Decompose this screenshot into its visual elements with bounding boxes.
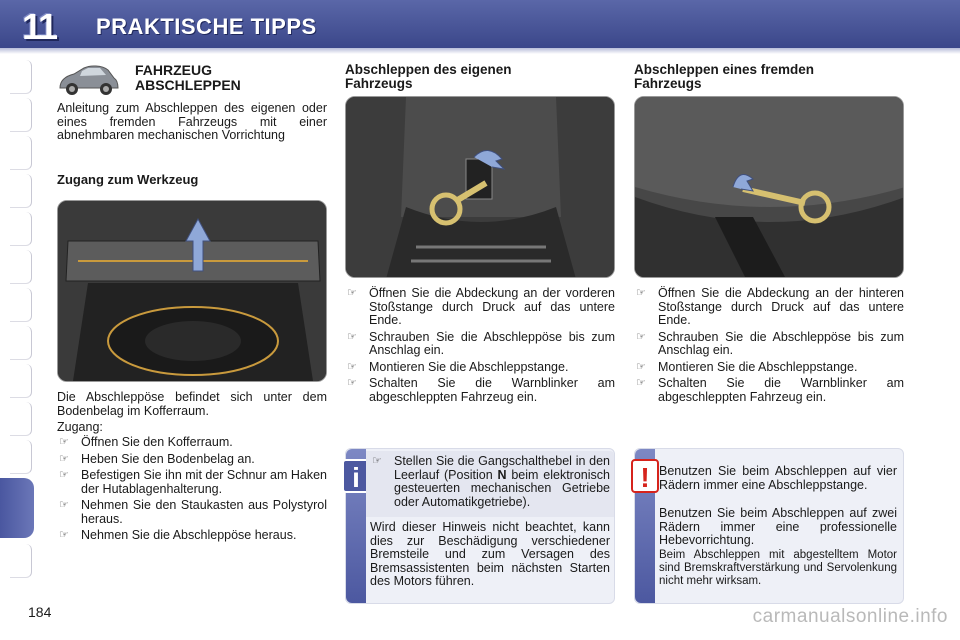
rear-bumper-illustration	[635, 97, 904, 278]
list-item	[370, 455, 610, 509]
warning-para: Benutzen Sie beim Abschleppen auf zwei Rädern immer eine professionelle Hebevorrichtung.	[659, 506, 897, 547]
chapter-tab[interactable]	[10, 440, 32, 474]
rear-bumper-photo	[634, 96, 904, 278]
chapter-title: PRAKTISCHE TIPPS	[96, 14, 317, 39]
list-item: ☞ Montieren Sie die Abschleppstange.	[345, 361, 615, 375]
list-item: ☞ Schalten Sie die Warnblinker am abgeschleppten Fahrzeug ein.	[345, 377, 615, 404]
access-steps	[57, 436, 327, 546]
own-vehicle-heading	[345, 63, 512, 91]
chapter-tab[interactable]	[10, 174, 32, 208]
chapter-tab[interactable]	[10, 60, 32, 94]
own-vehicle-steps	[345, 287, 615, 407]
intro-text: Anleitung zum Abschleppen des eigenen oder eines fremden Fahrzeugs mit einer abnehmbaren mechanischen Vorrichtung	[57, 101, 327, 142]
info-note: Wird dieser Hinweis nicht beachtet, kann dies zur Beschädigung verschiedener Bremsteile und zum Versagen des Bremsassistenten beim nächsten Starten des Motors führen.	[370, 520, 610, 588]
heading-line: Fahrzeugs	[345, 76, 413, 91]
gear-position-label: N	[497, 467, 507, 482]
list-item: ☞ Schrauben Sie die Abschleppöse bis zum Anschlag ein.	[345, 331, 615, 358]
front-bumper-photo	[345, 96, 615, 278]
list-item: ☞ Heben Sie den Bodenbelag an.	[57, 453, 327, 467]
trunk-photo	[57, 200, 327, 382]
heading-line: Fahrzeugs	[634, 76, 702, 91]
list-item: ☞ Schrauben Sie die Abschleppöse bis zum Anschlag ein.	[634, 331, 904, 358]
warning-para: Benutzen Sie beim Abschleppen auf vier Rädern immer eine Abschleppstange.	[659, 464, 897, 492]
chapter-tab[interactable]	[10, 136, 32, 170]
list-item: ☞ Montieren Sie die Abschleppstange.	[634, 361, 904, 375]
chapter-number: 11	[21, 6, 57, 47]
other-vehicle-heading	[634, 63, 814, 91]
chapter-tab[interactable]	[10, 250, 32, 284]
chapter-tab-active[interactable]	[0, 478, 34, 538]
other-vehicle-steps	[634, 287, 904, 407]
list-item: ☞ Nehmen Sie die Abschleppöse heraus.	[57, 529, 327, 543]
info-bullet-text: Stellen Sie die Gangschalthebel in den Leerlauf (Position	[394, 454, 610, 482]
list-item: ☞ Befestigen Sie ihn mit der Schnur am Haken der Hutablagenhalterung.	[57, 469, 327, 496]
heading-line: Abschleppen des eigenen	[345, 62, 512, 77]
info-icon: i	[342, 459, 370, 493]
watermark: carmanualsonline.info	[752, 606, 948, 627]
chapter-tab[interactable]	[10, 364, 32, 398]
front-bumper-illustration	[346, 97, 615, 278]
section-title-line: ABSCHLEPPEN	[135, 77, 241, 93]
section-title	[135, 63, 241, 93]
tool-access-heading: Zugang zum Werkzeug	[57, 172, 199, 187]
section-title-line: FAHRZEUG	[135, 62, 212, 78]
warning-para: Beim Abschleppen mit abgestelltem Motor sind Bremskraftverstärkung und Servolenkung nicht mehr wirksam.	[659, 549, 897, 587]
chapter-tab[interactable]	[10, 402, 32, 436]
access-label: Zugang:	[57, 420, 103, 434]
warning-icon: !	[631, 459, 659, 493]
car-icon	[56, 62, 120, 98]
header-shadow	[0, 48, 960, 54]
list-item: ☞ Öffnen Sie die Abdeckung an der hinteren Stoßstange durch Druck auf das untere Ende.	[634, 287, 904, 328]
info-bullet-text: beim elektronisch gesteuerten mechanischen Getriebe oder Automatikgetriebe).	[394, 467, 610, 509]
location-text: Die Abschleppöse befindet sich unter dem Bodenbelag im Kofferraum.	[57, 390, 327, 418]
chapter-tab[interactable]	[10, 544, 32, 578]
info-box	[345, 448, 615, 604]
list-item: ☞ Schalten Sie die Warnblinker am abgeschleppten Fahrzeug ein.	[634, 377, 904, 404]
chapter-tab[interactable]	[10, 98, 32, 132]
chapter-tab[interactable]	[10, 212, 32, 246]
chapter-tab[interactable]	[10, 326, 32, 360]
trunk-illustration	[58, 201, 327, 382]
chapter-tabs	[0, 60, 36, 580]
list-item: ☞ Öffnen Sie die Abdeckung an der vorderen Stoßstange durch Druck auf das untere Ende.	[345, 287, 615, 328]
list-item: ☞ Öffnen Sie den Kofferraum.	[57, 436, 327, 450]
page-number: 184	[28, 604, 52, 620]
info-bullets	[370, 455, 610, 512]
list-item: ☞ Nehmen Sie den Staukasten aus Polystyrol heraus.	[57, 499, 327, 526]
heading-line: Abschleppen eines fremden	[634, 62, 815, 77]
warning-box	[634, 448, 904, 604]
chapter-tab[interactable]	[10, 288, 32, 322]
